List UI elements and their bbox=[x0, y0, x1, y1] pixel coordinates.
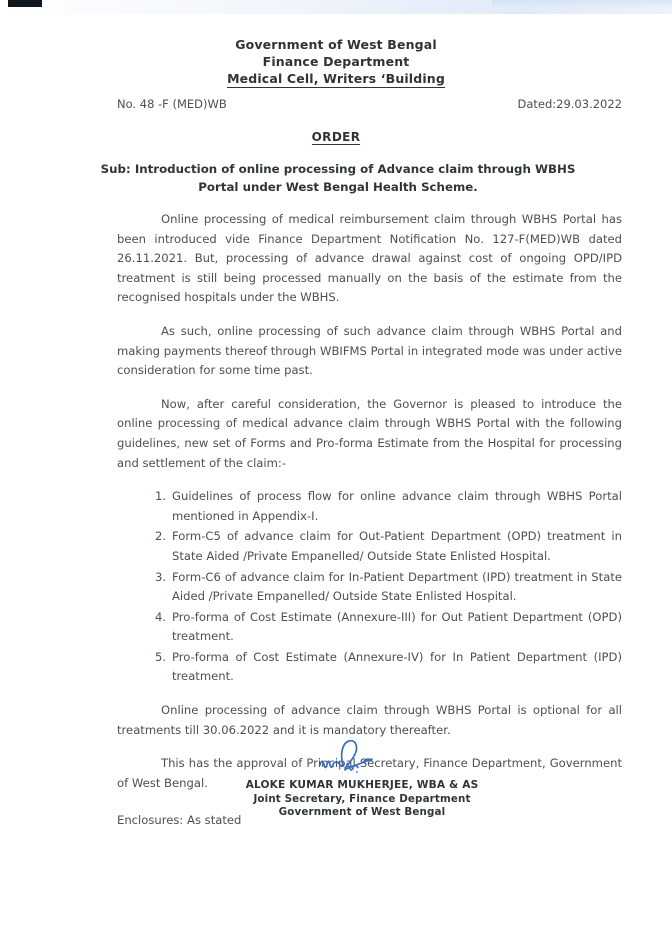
reference-number: No. 48 -F (MED)WB bbox=[117, 97, 227, 111]
scan-tint-artifact bbox=[0, 0, 672, 14]
letterhead-line-department: Finance Department bbox=[262, 54, 410, 69]
handwritten-signature-icon bbox=[312, 735, 412, 777]
paragraph-3: Now, after careful consideration, the Governor is pleased to introduce the online processing of medical advance claim through WBHS Portal with the following guidelines, new set of Forms and Pro-forma Estimate from the Hospital for processing and settlement of the claim:- bbox=[117, 396, 622, 470]
signature-area bbox=[0, 735, 672, 820]
subject-line: Sub: Introduction of online processing of Advance claim through WBHS Portal under West Bengal Health Scheme. bbox=[100, 162, 576, 194]
list-item: Form-C5 of advance claim for Out-Patient Department (OPD) treatment in State Aided /Private Empanelled/ Outside State Enlisted Hospital. bbox=[172, 529, 622, 563]
signature-details bbox=[26, 779, 672, 820]
list-item: Guidelines of process flow for online advance claim through WBHS Portal mentioned in Appendix-I. bbox=[172, 489, 622, 523]
order-heading bbox=[0, 126, 672, 145]
list-item: Pro-forma of Cost Estimate (Annexure-IV) for In Patient Department (IPD) treatment. bbox=[172, 649, 622, 684]
closing-paragraph-2: This has the approval of Principal Secretary, Finance Department, Government of West Bengal. bbox=[117, 756, 622, 790]
enumerated-provisions-list bbox=[117, 487, 622, 687]
paragraph-1: Online processing of medical reimbursement claim through WBHS Portal has been introduced vide Finance Department Notification No. 127-F(MED)WB dated 26.11.2021. But, processing of advance drawal against cost of ongoing OPD/IPD treatment is still being processed manually on the basis of the estimate from the recognised hospitals under the WBHS. bbox=[117, 212, 622, 305]
signatory-name: ALOKE KUMAR MUKHERJEE, WBA & AS bbox=[245, 779, 479, 791]
signatory-designation: Joint Secretary, Finance Department bbox=[253, 792, 471, 805]
enclosures-line: Enclosures: As stated bbox=[117, 813, 242, 828]
scan-edge-artifact bbox=[492, 0, 672, 9]
letterhead-line-government: Government of West Bengal bbox=[235, 37, 437, 52]
document-date: Dated:29.03.2022 bbox=[517, 97, 622, 111]
letterhead bbox=[0, 36, 672, 88]
list-item: Pro-forma of Cost Estimate (Annexure-III) for Out Patient Department (OPD) treatment. bbox=[172, 609, 622, 644]
signatory-organisation: Government of West Bengal bbox=[278, 806, 446, 819]
reference-date-row bbox=[117, 97, 622, 111]
paragraph-2: As such, online processing of such advance claim through WBHS Portal and making payments thereof through WBIFMS Portal in integrated mode was under active consideration for some time past. bbox=[117, 323, 622, 378]
letterhead-line-office: Medical Cell, Writers ‘Building bbox=[227, 71, 445, 86]
scan-corner-mark-artifact bbox=[8, 0, 42, 7]
closing-paragraph-1: Online processing of advance claim through WBHS Portal is optional for all treatments till 30.06.2022 and it is mandatory thereafter. bbox=[117, 703, 622, 737]
list-item: Form-C6 of advance claim for In-Patient Department (IPD) treatment in State Aided /Private Empanelled/ Outside State Enlisted Hospital. bbox=[172, 569, 622, 604]
order-heading-text: ORDER bbox=[311, 130, 361, 144]
